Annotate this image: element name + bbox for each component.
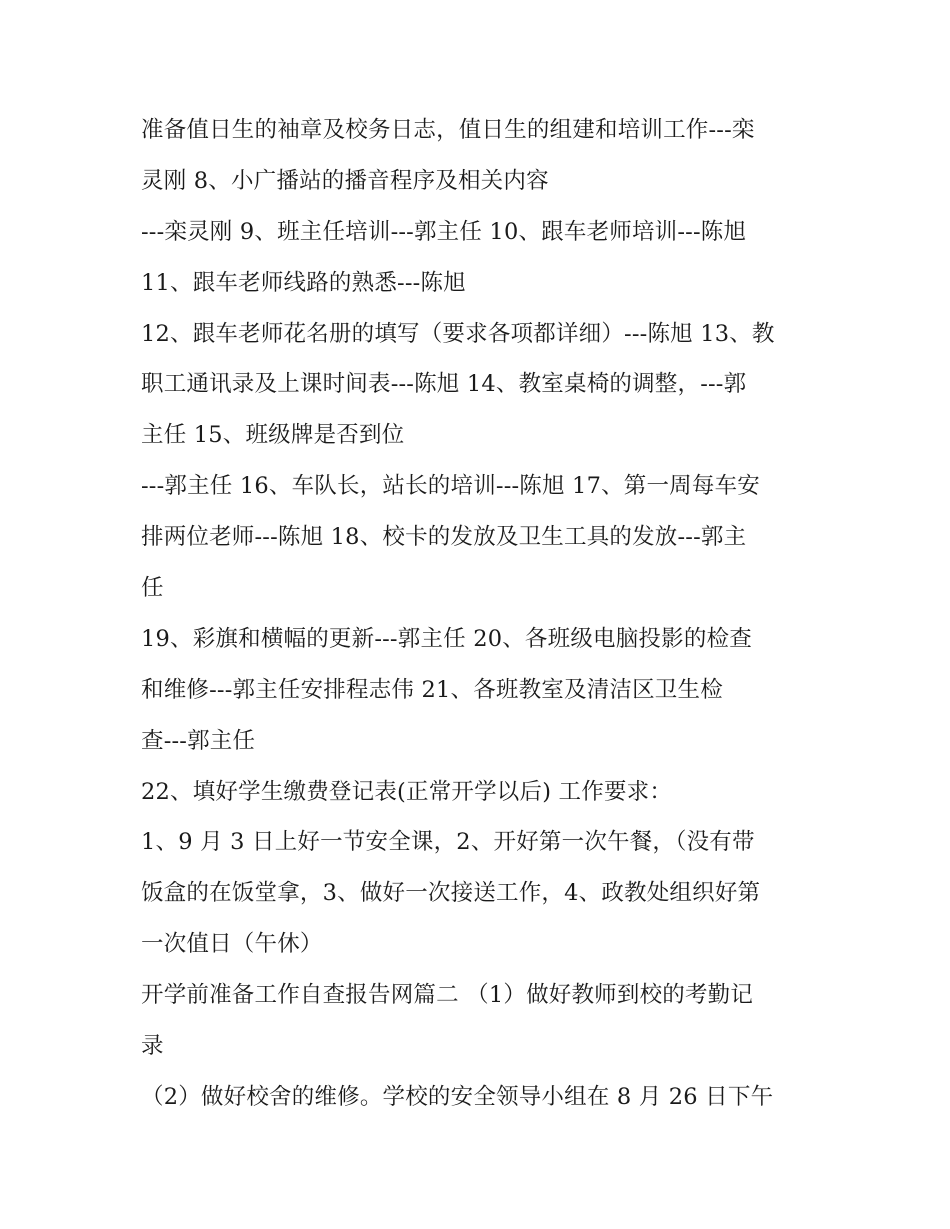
- text-line: 1、9 月 3 日上好一节安全课，2、开好第一次午餐，（没有带: [141, 829, 755, 856]
- text-line: 主任 15、班级牌是否到位: [141, 422, 405, 449]
- document-body: [141, 105, 841, 1123]
- text-line: 22、填好学生缴费登记表(正常开学以后) 工作要求：: [141, 778, 673, 805]
- text-line: 排两位老师---陈旭 18、校卡的发放及卫生工具的发放---郭主: [141, 524, 747, 551]
- text-line: 饭盒的在饭堂拿，3、做好一次接送工作，4、政教处组织好第: [141, 880, 761, 907]
- text-line: 19、彩旗和横幅的更新---郭主任 20、各班级电脑投影的检查: [141, 625, 752, 652]
- text-line: （2）做好校舍的维修。学校的安全领导小组在 8 月 26 日下午: [141, 1083, 774, 1110]
- text-line: 录: [141, 1033, 164, 1060]
- text-line: 任: [141, 575, 164, 602]
- text-line: ---栾灵刚 9、班主任培训---郭主任 10、跟车老师培训---陈旭: [141, 218, 747, 245]
- text-line: 准备值日生的袖章及校务日志，值日生的组建和培训工作---栾: [141, 117, 755, 143]
- text-line: 灵刚 8、小广播站的播音程序及相关内容: [141, 167, 549, 194]
- text-line: 职工通讯录及上课时间表---陈旭 14、教室桌椅的调整，---郭: [141, 371, 747, 398]
- text-line: ---郭主任 16、车队长，站长的培训---陈旭 17、第一周每车安: [141, 473, 760, 500]
- text-line: 一次值日（午休）: [141, 931, 323, 958]
- text-line: 和维修---郭主任安排程志伟 21、各班教室及清洁区卫生检: [141, 676, 723, 703]
- text-line: 开学前准备工作自查报告网篇二 （1）做好教师到校的考勤记: [141, 982, 754, 1009]
- text-line: 查---郭主任: [141, 727, 256, 754]
- text-line: 12、跟车老师花名册的填写（要求各项都详细）---陈旭 13、教: [141, 320, 775, 347]
- text-line: 11、跟车老师线路的熟悉---陈旭: [141, 269, 466, 296]
